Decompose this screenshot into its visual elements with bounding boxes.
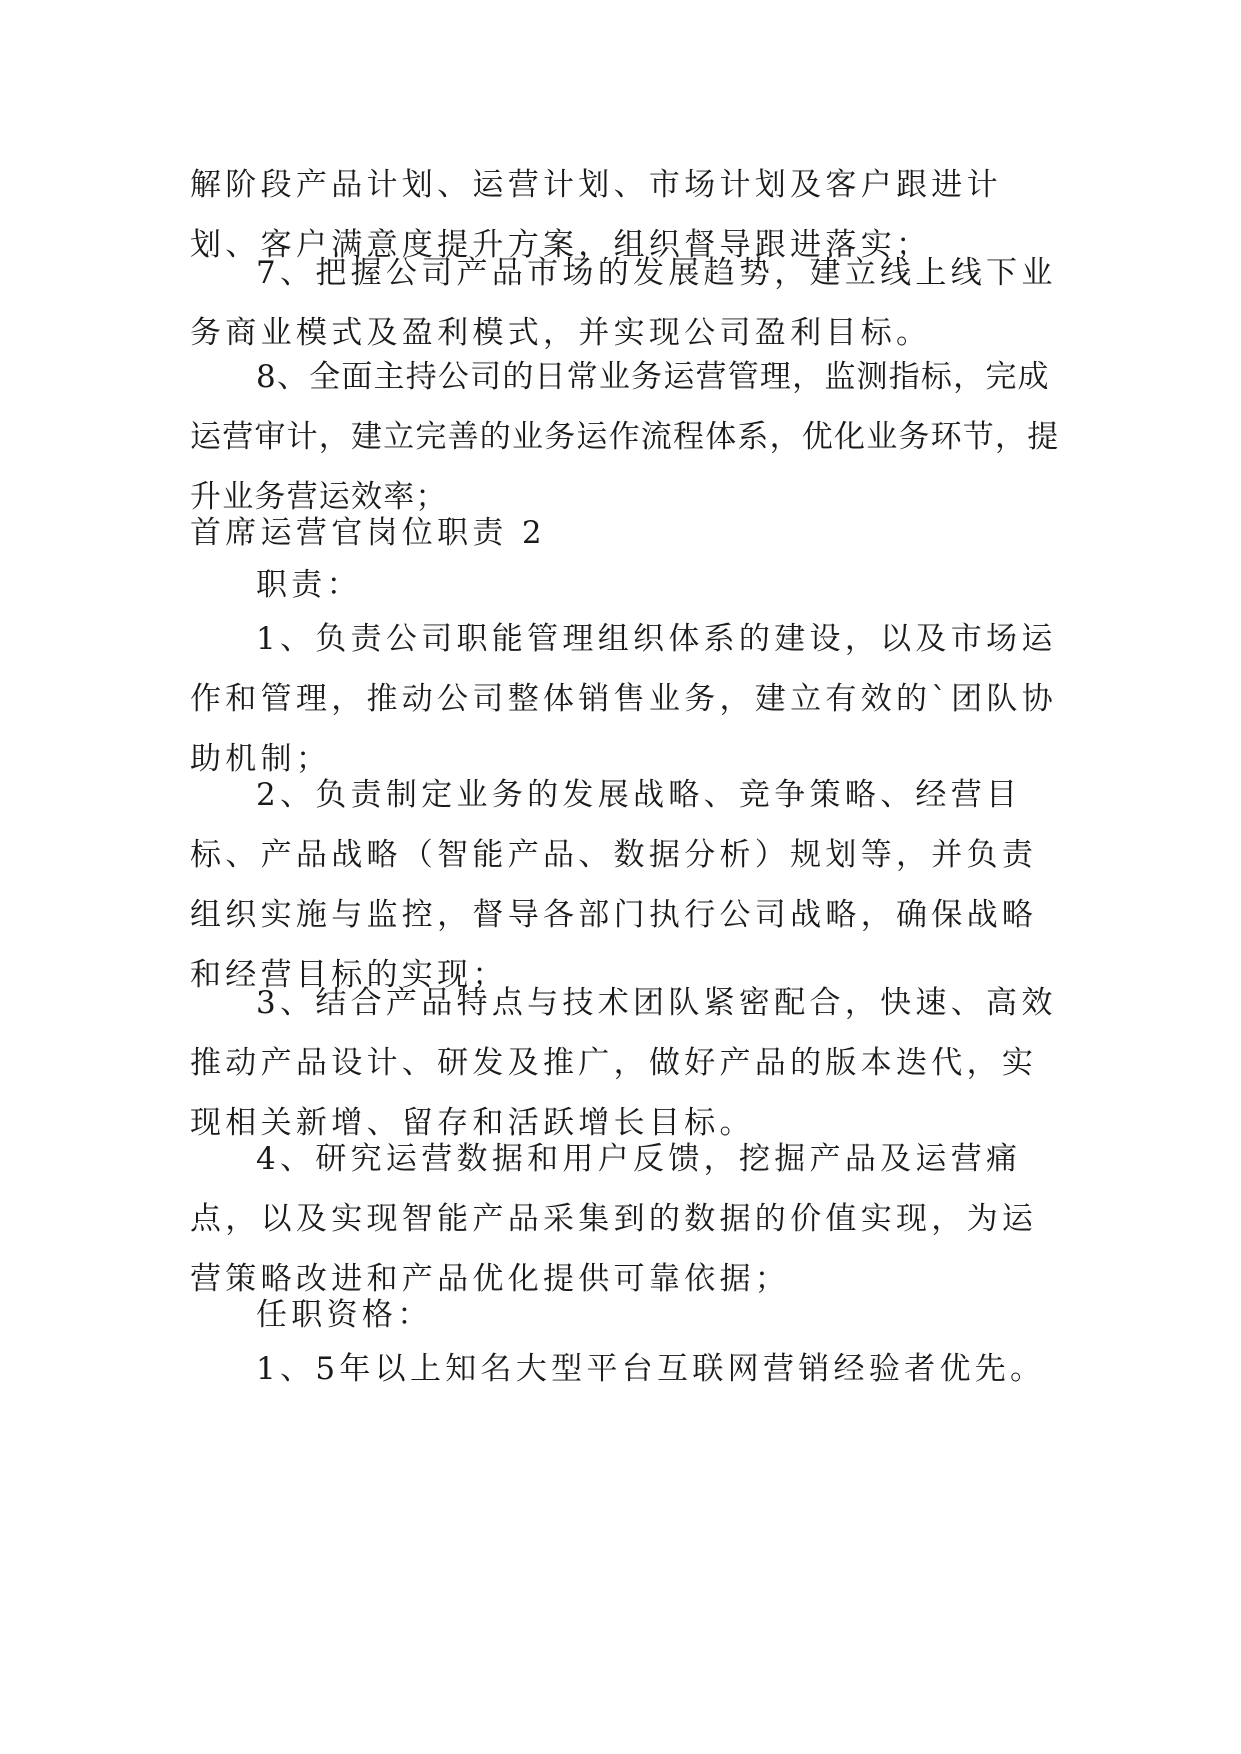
paragraph-item-7: 7、把握公司产品市场的发展趋势，建立线上线下业务商业模式及盈利模式，并实现公司盈利目标。 — [190, 255, 1057, 351]
qualifications-label: 任职资格： — [256, 1297, 433, 1333]
duty-item-1: 1、负责公司职能管理组织体系的建设，以及市场运作和管理，推动公司整体销售业务，建立有效的`团队协助机制； — [190, 621, 1057, 777]
duties-label: 职责： — [256, 567, 362, 603]
section-heading: 首席运营官岗位职责 2 — [190, 515, 546, 551]
duty-item-3: 3、结合产品特点与技术团队紧密配合，快速、高效推动产品设计、研发及推广，做好产品的版本迭代，实现相关新增、留存和活跃增长目标。 — [190, 985, 1057, 1141]
qualification-item-1: 1、5年以上知名大型平台互联网营销经验者优先。 — [256, 1351, 1046, 1387]
duty-item-2: 2、负责制定业务的发展战略、竞争策略、经营目标、产品战略（智能产品、数据分析）规划等，并负责组织实施与监控，督导各部门执行公司战略，确保战略和经营目标的实现； — [190, 777, 1038, 993]
duty-item-4: 4、研究运营数据和用户反馈，挖掘产品及运营痛点，以及实现智能产品采集到的数据的价值实现，为运营策略改进和产品优化提供可靠依据； — [190, 1141, 1038, 1297]
paragraph-continuation: 解阶段产品计划、运营计划、市场计划及客户跟进计划、客户满意度提升方案，组织督导跟进落实； — [190, 167, 1002, 263]
paragraph-item-8: 8、全面主持公司的日常业务运营管理，监测指标，完成运营审计，建立完善的业务运作流程体系，优化业务环节，提升业务营运效率； — [190, 359, 1060, 515]
